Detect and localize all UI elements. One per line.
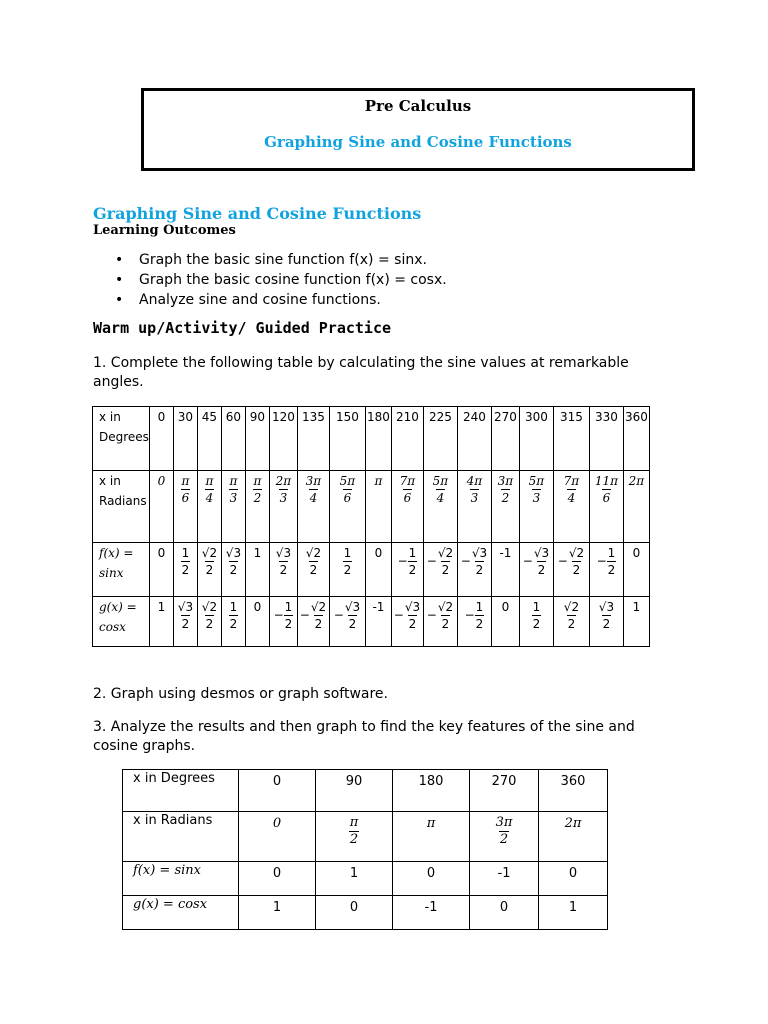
sine-row: [93, 543, 650, 597]
table-cell: $\frac{2\pi}{3}$: [269, 471, 297, 543]
table-cell: 0: [316, 896, 393, 930]
cosine-row: [93, 597, 650, 647]
table-cell: $\frac{11\pi}{6}$: [589, 471, 623, 543]
table-cell: 0: [149, 471, 173, 543]
table-cell: $\frac{\pi}{3}$: [221, 471, 245, 543]
table-cell: − $\frac{√3}{2}$: [329, 597, 365, 647]
row-label: x in Radians: [123, 812, 239, 862]
section-heading: Graphing Sine and Cosine Functions: [93, 204, 422, 223]
table-cell: − $\frac{√2}{2}$: [423, 543, 457, 597]
table-cell: $\frac{√3}{2}$: [589, 597, 623, 647]
row-label: x in Radians: [93, 471, 150, 543]
table-cell: 0: [239, 862, 316, 896]
row-label: x in Degrees: [123, 770, 239, 812]
table-cell: $\frac{\pi}{6}$: [173, 471, 197, 543]
radians-row: [93, 471, 650, 543]
outcome-item: • Graph the basic sine function f(x) = sinx.: [93, 250, 447, 270]
outcome-item: • Graph the basic cosine function f(x) = cosx.: [93, 270, 447, 290]
table-cell: $\frac{4\pi}{3}$: [457, 471, 491, 543]
table-cell: -1: [365, 597, 391, 647]
table-cell: $\frac{√3}{2}$: [221, 543, 245, 597]
table-cell: $\frac{√2}{2}$: [297, 543, 329, 597]
table-cell: 180: [365, 407, 391, 471]
table-cell: 1: [539, 896, 608, 930]
table-cell: $\frac{\pi}{2}$: [316, 812, 393, 862]
table-cell: $\frac{7\pi}{4}$: [553, 471, 589, 543]
title-box: [141, 88, 695, 171]
step-1-instruction: 1. Complete the following table by calculating the sine values at remarkable angles.: [93, 355, 629, 390]
outcomes-list: [93, 250, 447, 310]
table-cell: $\frac{√2}{2}$: [197, 597, 221, 647]
table-cell: $\frac{3\pi}{4}$: [297, 471, 329, 543]
table-cell: 270: [491, 407, 519, 471]
table-cell: − $\frac{1}{2}$: [269, 597, 297, 647]
table-cell: − $\frac{1}{2}$: [457, 597, 491, 647]
cosine-row: [123, 896, 608, 930]
warmup-heading: Warm up/Activity/ Guided Practice: [93, 319, 392, 337]
table-cell: 315: [553, 407, 589, 471]
table-cell: 0: [623, 543, 649, 597]
row-label: x in Degrees: [93, 407, 150, 471]
remarkable-angles-table: [92, 406, 650, 647]
table-cell: $\frac{5\pi}{6}$: [329, 471, 365, 543]
table-cell: 330: [589, 407, 623, 471]
table-cell: − $\frac{√3}{2}$: [519, 543, 553, 597]
radians-row: [123, 812, 608, 862]
table-cell: $\frac{1}{2}$: [519, 597, 553, 647]
table-cell: 1: [149, 597, 173, 647]
table-cell: 135: [297, 407, 329, 471]
table-cell: 0: [239, 770, 316, 812]
table-cell: − $\frac{1}{2}$: [589, 543, 623, 597]
table-cell: 300: [519, 407, 553, 471]
table-cell: $\frac{√2}{2}$: [553, 597, 589, 647]
table-cell: 360: [539, 770, 608, 812]
table-cell: 120: [269, 407, 297, 471]
table-cell: 1: [245, 543, 269, 597]
table-cell: π: [365, 471, 391, 543]
table-cell: $\frac{5\pi}{4}$: [423, 471, 457, 543]
table-cell: 2π: [623, 471, 649, 543]
table-cell: − $\frac{√3}{2}$: [457, 543, 491, 597]
table-cell: − $\frac{1}{2}$: [391, 543, 423, 597]
table-cell: $\frac{\pi}{4}$: [197, 471, 221, 543]
degrees-row: [123, 770, 608, 812]
table-cell: 1: [316, 862, 393, 896]
table-cell: $\frac{√3}{2}$: [269, 543, 297, 597]
table-cell: 90: [245, 407, 269, 471]
table-cell: 360: [623, 407, 649, 471]
table-cell: 0: [149, 543, 173, 597]
table-cell: -1: [491, 543, 519, 597]
table-cell: 0: [149, 407, 173, 471]
key-features-table: [122, 769, 608, 930]
table-cell: 1: [623, 597, 649, 647]
table-cell: $\frac{\pi}{2}$: [245, 471, 269, 543]
table-cell: 60: [221, 407, 245, 471]
table-cell: $\frac{1}{2}$: [173, 543, 197, 597]
table-cell: $\frac{√2}{2}$: [197, 543, 221, 597]
table-cell: 2π: [539, 812, 608, 862]
table-cell: 180: [393, 770, 470, 812]
row-label: f(x) = sinx: [93, 543, 150, 597]
table-cell: $\frac{1}{2}$: [329, 543, 365, 597]
table-cell: -1: [393, 896, 470, 930]
table-cell: 0: [393, 862, 470, 896]
table-cell: − $\frac{√3}{2}$: [391, 597, 423, 647]
degrees-row: [93, 407, 650, 471]
row-label: f(x) = sinx: [123, 862, 239, 896]
table-cell: $\frac{7\pi}{6}$: [391, 471, 423, 543]
topic-title: Graphing Sine and Cosine Functions: [264, 133, 572, 151]
table-cell: 0: [470, 896, 539, 930]
table-cell: 90: [316, 770, 393, 812]
table-cell: 45: [197, 407, 221, 471]
table-cell: 0: [539, 862, 608, 896]
table-cell: 1: [239, 896, 316, 930]
step-3-instruction: 3. Analyze the results and then graph to find the key features of the sine and cosine graphs.: [93, 719, 635, 754]
row-label: g(x) = cosx: [123, 896, 239, 930]
table-cell: 0: [365, 543, 391, 597]
table-cell: $\frac{3\pi}{2}$: [470, 812, 539, 862]
table-cell: π: [393, 812, 470, 862]
table-cell: 210: [391, 407, 423, 471]
table-cell: $\frac{1}{2}$: [221, 597, 245, 647]
outcome-item: • Analyze sine and cosine functions.: [93, 290, 447, 310]
table-cell: $\frac{√3}{2}$: [173, 597, 197, 647]
table-cell: − $\frac{√2}{2}$: [297, 597, 329, 647]
table-cell: 30: [173, 407, 197, 471]
table-cell: 0: [239, 812, 316, 862]
row-label: g(x) = cosx: [93, 597, 150, 647]
table-cell: -1: [470, 862, 539, 896]
course-title: Pre Calculus: [364, 97, 472, 115]
table-cell: 240: [457, 407, 491, 471]
table-cell: 0: [245, 597, 269, 647]
table-cell: − $\frac{√2}{2}$: [553, 543, 589, 597]
outcomes-heading: Learning Outcomes: [93, 223, 236, 238]
table-cell: − $\frac{√2}{2}$: [423, 597, 457, 647]
table-cell: $\frac{3\pi}{2}$: [491, 471, 519, 543]
table-cell: 270: [470, 770, 539, 812]
table-cell: 225: [423, 407, 457, 471]
step-2-instruction: 2. Graph using desmos or graph software.: [93, 686, 388, 702]
table-cell: 150: [329, 407, 365, 471]
sine-row: [123, 862, 608, 896]
table-cell: $\frac{5\pi}{3}$: [519, 471, 553, 543]
table-cell: 0: [491, 597, 519, 647]
